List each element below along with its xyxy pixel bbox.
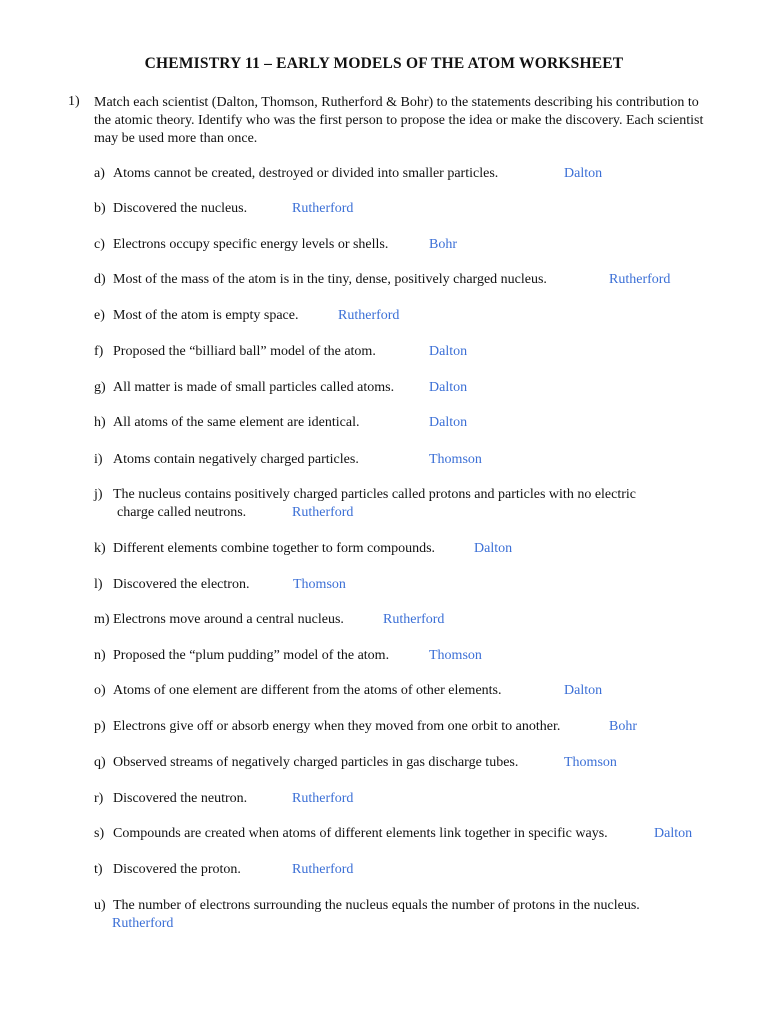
item-label: a)	[94, 166, 105, 181]
item-statement: Discovered the neutron.	[113, 791, 248, 806]
item-statement: Discovered the nucleus.	[113, 201, 248, 216]
item-label: o)	[94, 683, 106, 698]
item-statement: Most of the mass of the atom is in the tiny, dense, positively charged nucleus.	[113, 272, 547, 287]
item-answer: Dalton	[429, 344, 468, 359]
item-statement: Atoms contain negatively charged particles.	[113, 452, 359, 467]
item-statement: Electrons give off or absorb energy when they moved from one orbit to another.	[113, 719, 561, 734]
item-label: p)	[94, 719, 106, 734]
item-label: d)	[94, 272, 106, 287]
item-answer: Dalton	[429, 415, 468, 430]
item-statement: All atoms of the same element are identical.	[113, 415, 360, 430]
item-label: h)	[94, 415, 106, 430]
item-label: j)	[94, 487, 103, 502]
item-answer: Thomson	[429, 648, 482, 663]
item-label: l)	[94, 577, 103, 592]
item-statement: Compounds are created when atoms of different elements link together in specific ways.	[113, 826, 608, 841]
item-answer: Rutherford	[112, 916, 174, 931]
item-label: n)	[94, 648, 106, 663]
item-statement: The nucleus contains positively charged particles called protons and particles with no electric	[113, 487, 637, 502]
item-answer: Bohr	[429, 237, 457, 252]
question-number: 1)	[68, 94, 80, 109]
item-label: f)	[94, 344, 104, 359]
item-label: k)	[94, 541, 106, 556]
item-answer: Rutherford	[292, 201, 354, 216]
item-answer: Dalton	[564, 166, 603, 181]
item-answer: Rutherford	[338, 308, 400, 323]
item-answer: Rutherford	[383, 612, 445, 627]
item-label: b)	[94, 201, 106, 216]
item-answer: Rutherford	[292, 505, 354, 520]
question-instructions: Match each scientist (Dalton, Thomson, Rutherford & Bohr) to the statements describing his contribution to the atomic theory. Identify who was the first person to propose the idea or make the discovery. Each scientist may be used more than once.	[94, 95, 704, 146]
item-statement: All matter is made of small particles called atoms.	[113, 380, 395, 395]
item-label: i)	[94, 452, 103, 467]
item-label: s)	[94, 826, 105, 841]
item-statement-continued: charge called neutrons.	[117, 505, 247, 520]
item-statement: Proposed the “billiard ball” model of the atom.	[113, 344, 376, 359]
item-answer: Dalton	[429, 380, 468, 395]
item-statement: Discovered the proton.	[113, 862, 241, 877]
item-label: t)	[94, 862, 103, 877]
item-statement: The number of electrons surrounding the nucleus equals the number of protons in the nucleus.	[113, 898, 640, 913]
item-statement: Different elements combine together to form compounds.	[113, 541, 436, 556]
item-statement: Electrons move around a central nucleus.	[113, 612, 344, 627]
item-statement: Atoms cannot be created, destroyed or divided into smaller particles.	[113, 166, 499, 181]
item-statement: Discovered the electron.	[113, 577, 250, 592]
item-statement: Atoms of one element are different from the atoms of other elements.	[113, 683, 502, 698]
item-statement: Most of the atom is empty space.	[113, 308, 299, 323]
worksheet-title: CHEMISTRY 11 – EARLY MODELS OF THE ATOM WORKSHEET	[144, 55, 624, 72]
item-label: g)	[94, 380, 106, 395]
item-statement: Observed streams of negatively charged particles in gas discharge tubes.	[113, 755, 519, 770]
item-label: u)	[94, 898, 106, 913]
item-label: c)	[94, 237, 105, 252]
item-statement: Electrons occupy specific energy levels or shells.	[113, 237, 389, 252]
item-label: e)	[94, 308, 105, 323]
item-answer: Thomson	[429, 452, 482, 467]
item-answer: Dalton	[654, 826, 693, 841]
item-answer: Thomson	[564, 755, 617, 770]
item-label: m)	[94, 612, 110, 627]
item-label: q)	[94, 755, 106, 770]
item-answer: Thomson	[293, 577, 346, 592]
item-answer: Dalton	[564, 683, 603, 698]
item-answer: Dalton	[474, 541, 513, 556]
item-label: r)	[94, 791, 104, 806]
item-answer: Bohr	[609, 719, 637, 734]
item-answer: Rutherford	[609, 272, 671, 287]
item-statement: Proposed the “plum pudding” model of the atom.	[113, 648, 390, 663]
item-answer: Rutherford	[292, 791, 354, 806]
item-answer: Rutherford	[292, 862, 354, 877]
